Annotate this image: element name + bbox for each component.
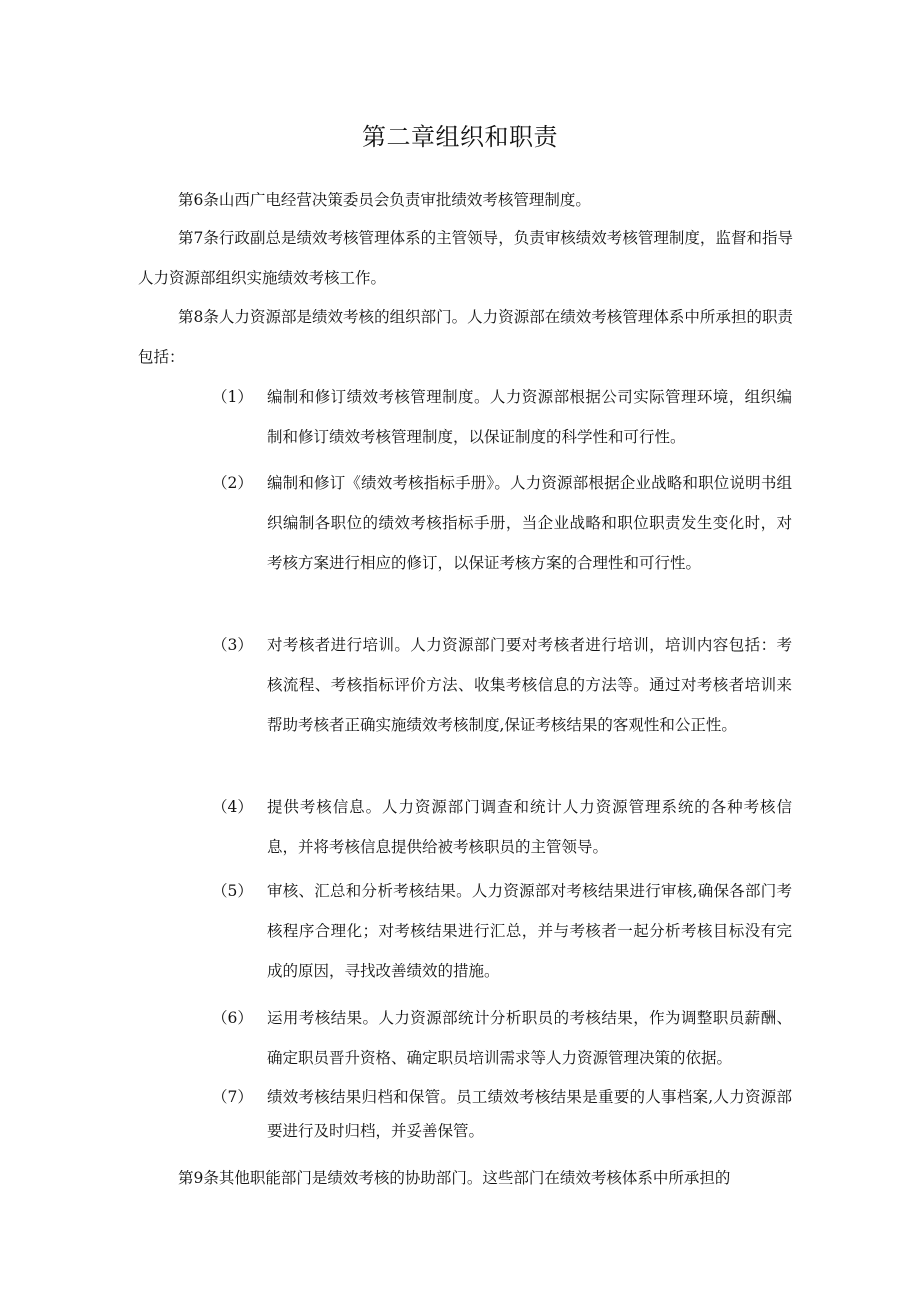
- list-item-7: [212, 1080, 792, 1148]
- article-9: 第9条其他职能部门是绩效考核的协助部门。这些部门在绩效考核体系中所承担的: [178, 1169, 731, 1187]
- item-number: （5）: [212, 882, 253, 900]
- list-item-6: [212, 998, 792, 1078]
- item-text: 绩效考核结果归档和保管。员工绩效考核结果是重要的人事档案,人力资源部要进行及时归档，并妥善保管。: [267, 1088, 792, 1140]
- item-number: （2）: [212, 474, 253, 492]
- article-6: 第6条山西广电经营决策委员会负责审批绩效考核管理制度。: [178, 191, 591, 209]
- item-number: （6）: [212, 1009, 253, 1027]
- item-text: 提供考核信息。人力资源部门调查和统计人力资源管理系统的各种考核信息，并将考核信息提供给被考核职员的主管领导。: [267, 798, 792, 856]
- item-number: （3）: [212, 636, 253, 654]
- item-text: 编制和修订《绩效考核指标手册》。人力资源部根据企业战略和职位说明书组织编制各职位的绩效考核指标手册，当企业战略和职位职责发生变化时，对考核方案进行相应的修订，以保证考核方案的合理性和可行性。: [267, 474, 792, 572]
- list-item-5: [212, 871, 792, 991]
- list-item-4: [212, 787, 792, 867]
- article-8: 第8条人力资源部是绩效考核的组织部门。人力资源部在绩效考核管理体系中所承担的职责包括：: [138, 308, 793, 366]
- list-item-1: [212, 377, 792, 457]
- item-number: （1）: [212, 388, 253, 406]
- item-text: 编制和修订绩效考核管理制度。人力资源部根据公司实际管理环境，组织编制和修订绩效考核管理制度，以保证制度的科学性和可行性。: [267, 388, 792, 446]
- item-text: 对考核者进行培训。人力资源部门要对考核者进行培训，培训内容包括：考核流程、考核指标评价方法、收集考核信息的方法等。通过对考核者培训来帮助考核者正确实施绩效考核制度,保证考核结果的客观性和公正性。: [267, 636, 792, 734]
- item-number: （4）: [212, 798, 253, 816]
- list-item-3: [212, 625, 792, 745]
- item-text: 运用考核结果。人力资源部统计分析职员的考核结果，作为调整职员薪酬、确定职员晋升资格、确定职员培训需求等人力资源管理决策的依据。: [267, 1009, 792, 1067]
- article-7: 第7条行政副总是绩效考核管理体系的主管领导，负责审核绩效考核管理制度，监督和指导人力资源部组织实施绩效考核工作。: [138, 229, 793, 287]
- list-item-2: [212, 463, 792, 583]
- item-number: （7）: [212, 1088, 253, 1106]
- chapter-title: 第二章组织和职责: [362, 123, 558, 151]
- item-text: 审核、汇总和分析考核结果。人力资源部对考核结果进行审核,确保各部门考核程序合理化；对考核结果进行汇总，并与考核者一起分析考核目标没有完成的原因，寻找改善绩效的措施。: [267, 882, 792, 980]
